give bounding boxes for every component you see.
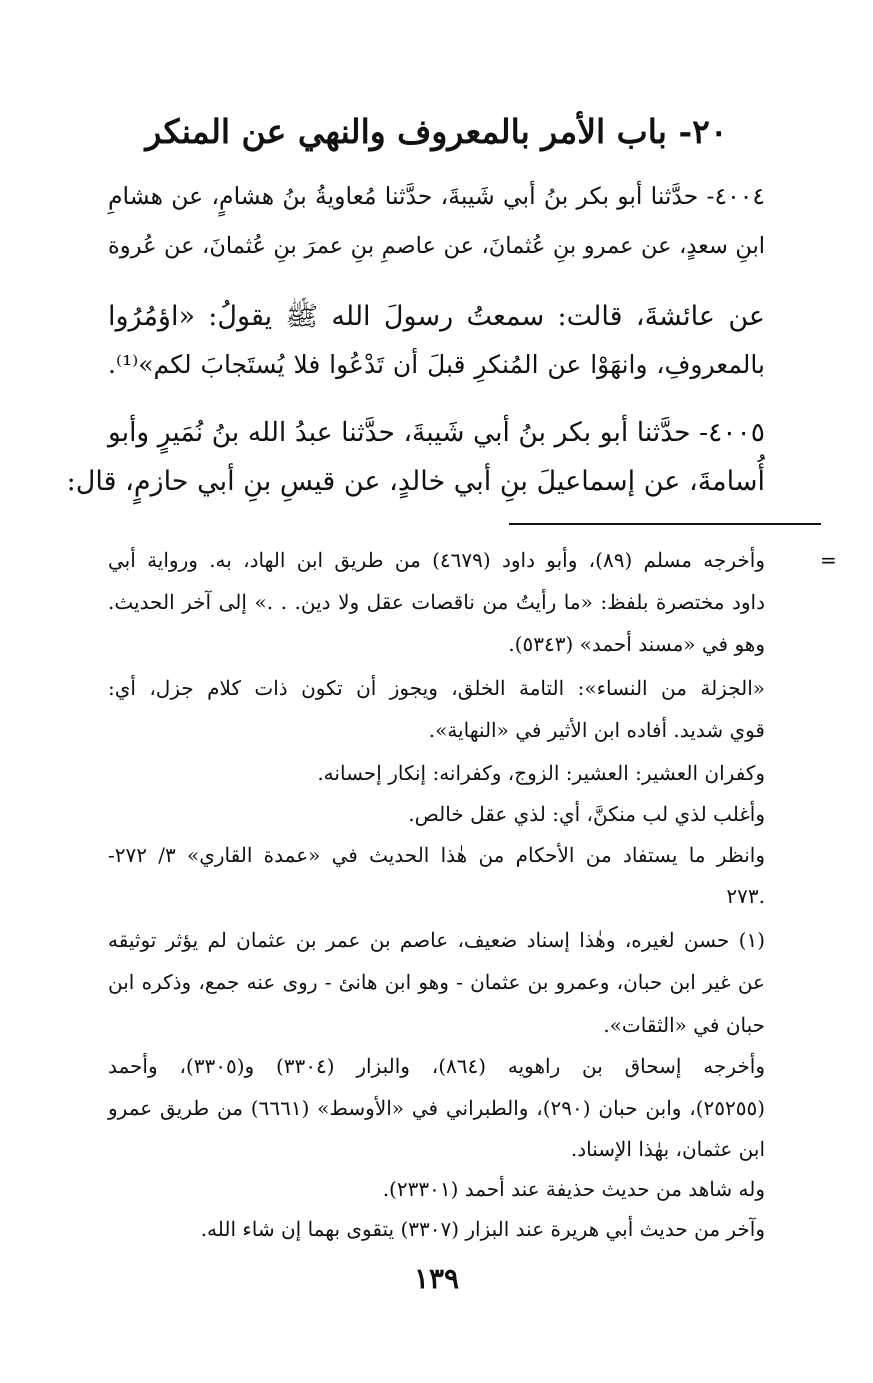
footnote-line: وأغلب لذي لب منكنَّ، أي: لذي عقل خالص. [408, 802, 765, 826]
chapter-heading: ٢٠- باب الأمر بالمعروف والنهي عن المنكر [145, 112, 728, 151]
footnote-1-line: وأخرجه إسحاق بن راهويه (٨٦٤)، والبزار (٣٣٠٤) و(٣٣٠٥)، وأحمد [108, 1054, 765, 1078]
hadith-4004-line-2: ابنِ سعدٍ، عن عمرو بنِ عُثمانَ، عن عاصمِ بنِ عمرَ بنِ عُثمانَ، عن عُروة [108, 233, 765, 259]
footnote-continuation-marker: = [820, 548, 837, 572]
footnote-line: «الجزلة من النساء»: التامة الخلق، ويجوز أن تكون ذات كلام جزل، أي: [108, 676, 765, 700]
footnote-line: داود مختصرة بلفظ: «ما رأيتُ من ناقصات عقل ولا دين. . .» إلى آخر الحديث. [108, 590, 765, 614]
footnote-1-line: عن غير ابن حبان، وعمرو بن عثمان - وهو ابن هانئ - روى عنه جمع، وذكره ابن [108, 970, 765, 994]
hadith-4005-line-1: ٤٠٠٥- حدَّثنا أبو بكر بنُ أبي شَيبةَ، حدَّثنا عبدُ الله بنُ نُمَيرٍ وأبو [108, 417, 765, 448]
footnote-line: وكفران العشير: العشير: الزوج، وكفرانه: إنكار إحسانه. [317, 761, 765, 785]
footnote-1-line: حبان في «الثقات». [603, 1013, 765, 1037]
footnote-line: وأخرجه مسلم (٨٩)، وأبو داود (٤٦٧٩) من طريق ابن الهاد، به. ورواية أبي [108, 548, 766, 572]
footnote-line: قوي شديد. أفاده ابن الأثير في «النهاية». [428, 718, 765, 742]
footnote-1-line: ابن عثمان، بهٰذا الإسناد. [570, 1137, 765, 1161]
footnote-separator [509, 523, 821, 525]
footnote-line: وهو في «مسند أحمد» (٥٣٤٣). [508, 632, 765, 656]
footnote-1-line: وآخر من حديث أبي هريرة عند البزار (٣٣٠٧) يتقوى بهما إن شاء الله. [200, 1217, 765, 1241]
hadith-4004-line-4: بالمعروفِ، وانهَوْا عن المُنكرِ قبلَ أن تَدْعُوا فلا يُستَجابَ لكم»⁽¹⁾. [108, 350, 765, 379]
footnote-line: ٢٧٣. [726, 884, 765, 908]
page-number: ١٣٩ [413, 1262, 460, 1295]
hadith-4004-line-1: ٤٠٠٤- حدَّثنا أبو بكر بنُ أبي شَيبةَ، حدَّثنا مُعاويةُ بنُ هشامٍ، عن هشامِ [108, 182, 765, 210]
footnote-1-line: (٢٥٢٥٥)، وابن حبان (٢٩٠)، والطبراني في «الأوسط» (٦٦٦١) من طريق عمرو [108, 1096, 766, 1120]
hadith-4005-line-2: أُسامةَ، عن إسماعيلَ بنِ أبي خالدٍ، عن قيسِ بنِ أبي حازمٍ، قال: [66, 466, 765, 497]
footnote-1-line: (١) حسن لغيره، وهٰذا إسناد ضعيف، عاصم بن عمر بن عثمان لم يؤثر توثيقه [108, 928, 765, 952]
hadith-4004-line-3: عن عائشةَ، قالت: سمعتُ رسولَ الله ﷺ يقولُ: «اؤمُرُوا [108, 301, 765, 332]
footnote-1-line: وله شاهد من حديث حذيفة عند أحمد (٢٣٣٠١). [382, 1177, 765, 1201]
footnote-line: وانظر ما يستفاد من الأحكام من هٰذا الحديث في «عمدة القاري» ٣/ ٢٧٢- [108, 843, 765, 867]
